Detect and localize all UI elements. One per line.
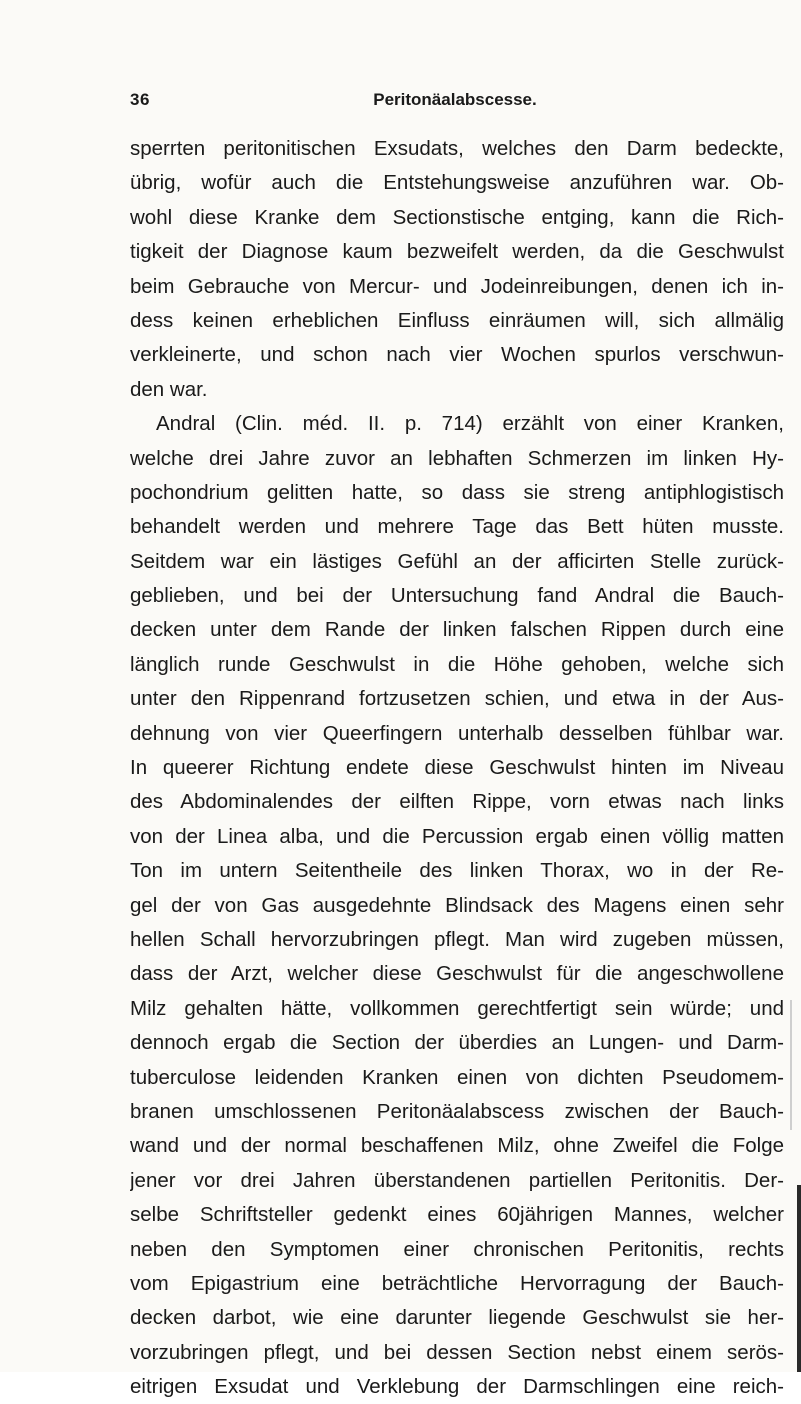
text-line: dess keinen erheblichen Einfluss einräumen will, sich allmälig (130, 308, 784, 332)
text-line: Seitdem war ein lästiges Gefühl an der afficirten Stelle zurück- (130, 549, 784, 573)
text-line: wand und der normal beschaffenen Milz, ohne Zweifel die Folge (130, 1134, 784, 1158)
text-line: Ton im untern Seitentheile des linken Thorax, wo in der Re- (130, 859, 784, 883)
text-line: In queerer Richtung endete diese Geschwulst hinten im Niveau (130, 756, 784, 780)
text-line: decken darbot, wie eine darunter liegende Geschwulst sie her- (130, 1306, 784, 1330)
text-line: länglich runde Geschwulst in die Höhe gehoben, welche sich (130, 652, 784, 676)
page-header (130, 90, 780, 114)
text-line: dehnung von vier Queerfingern unterhalb desselben fühlbar war. (130, 721, 784, 745)
text-line: selbe Schriftsteller gedenkt eines 60jährigen Mannes, welcher (130, 1203, 784, 1227)
running-title: Peritonäalabscesse. (373, 90, 537, 109)
text-line: von der Linea alba, und die Percussion ergab einen völlig matten (130, 824, 784, 848)
text-line: sperrten peritonitischen Exsudats, welches den Darm bedeckte, (130, 137, 784, 160)
text-line: dass der Arzt, welcher diese Geschwulst für die angeschwollene (130, 962, 784, 986)
text-line: geblieben, und bei der Untersuchung fand Andral die Bauch- (130, 584, 784, 608)
text-line: jener vor drei Jahren überstandenen partiellen Peritonitis. Der- (130, 1168, 784, 1192)
text-line: behandelt werden und mehrere Tage das Bett hüten musste. (130, 515, 784, 539)
text-line: dennoch ergab die Section der überdies an Lungen- und Darm- (130, 1031, 784, 1055)
text-line: welche drei Jahre zuvor an lebhaften Schmerzen im linken Hy- (130, 446, 784, 470)
text-line: branen umschlossenen Peritonäalabscess zwischen der Bauch- (130, 1099, 784, 1123)
text-line: tuberculose leidenden Kranken einen von dichten Pseudomem- (130, 1065, 784, 1089)
text-line: hellen Schall hervorzubringen pflegt. Man wird zugeben müssen, (130, 927, 784, 951)
text-line: Milz gehalten hätte, vollkommen gerechtfertigt sein würde; und (130, 996, 784, 1020)
text-line: vom Epigastrium eine beträchtliche Hervorragung der Bauch- (130, 1271, 784, 1295)
text-line: tigkeit der Diagnose kaum bezweifelt werden, da die Geschwulst (130, 240, 784, 264)
text-line: neben den Symptomen einer chronischen Peritonitis, rechts (130, 1237, 784, 1261)
page-edge-mark (797, 1185, 801, 1372)
text-line: vorzubringen pflegt, und bei dessen Section nebst einem serös- (130, 1340, 784, 1364)
text-line: übrig, wofür auch die Entstehungsweise anzuführen war. Ob- (130, 171, 784, 195)
text-line: unter den Rippenrand fortzusetzen schien, und etwa in der Aus- (130, 687, 784, 711)
text-line: pochondrium gelitten hatte, so dass sie streng antiphlogistisch (130, 480, 784, 504)
text-line: eitrigen Exsudat und Verklebung der Darmschlingen eine reich- (130, 1375, 784, 1399)
text-line: beim Gebrauche von Mercur- und Jodeinreibungen, denen ich in- (130, 274, 784, 298)
text-line: den war. (130, 377, 208, 401)
text-line: wohl diese Kranke dem Sectionstische entging, kann die Rich- (130, 205, 784, 229)
text-line: des Abdominalendes der eilften Rippe, vorn etwas nach links (130, 790, 784, 814)
text-line: gel der von Gas ausgedehnte Blindsack des Magens einen sehr (130, 893, 784, 917)
page-edge-shadow (790, 1000, 792, 1130)
body-text (130, 132, 784, 1404)
text-line: decken unter dem Rande der linken falschen Rippen durch eine (130, 618, 784, 642)
text-line: verkleinerte, und schon nach vier Wochen spurlos verschwun- (130, 343, 784, 367)
text-line: Andral (Clin. méd. II. p. 714) erzählt von einer Kranken, (156, 412, 784, 436)
page-number: 36 (130, 90, 150, 109)
